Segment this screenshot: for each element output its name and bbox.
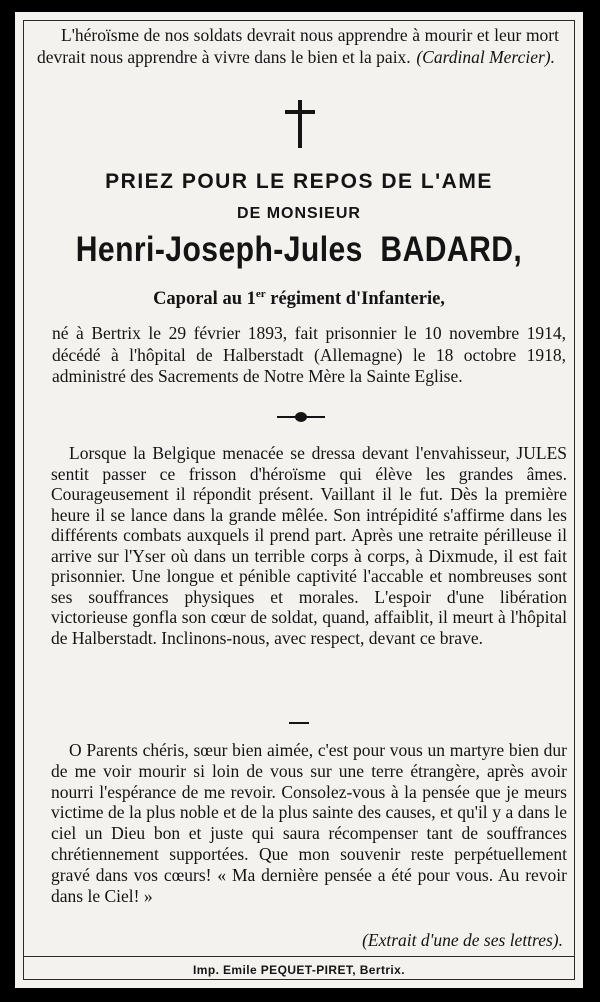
quote-attribution: (Cardinal Mercier). xyxy=(416,47,555,67)
letter-paragraph xyxy=(51,740,567,906)
biography: né à Bertrix le 29 février 1893, fait prisonnier le 10 novembre 1914, décédé à l'hôpital de Halberstadt (Allemagne) le 18 octobre 1918, administré des Sacrements de Notre Mère la Sainte Eglise. xyxy=(52,323,566,386)
tribute-text: Lorsque la Belgique menacée se dressa devant l'envahisseur, JULES sentit passer ce frisson d'héroïsme qui élève les grandes âmes. Courageusement il répondit présent. Vaillant il le fut. Dès la première heure il se lance dans la grande mêlée. Son intrépidité s'affirme dans les différents combats auxquels il prend part. Après une retraite périlleuse il arrive sur l'Yser où dans un terrible corps à corps, à Dixmude, il est fait prisonnier. Une longue et pénible captivité l'accable et nombreuses sont ses souffrances physiques et morales. L'espoir d'une libération victorieuse gonfla son cœur de soldat, quand, affaiblit, il meurt à l'hôpital de Halberstadt. Inclinons-nous, avec respect, devant ce brave. xyxy=(51,443,567,648)
epigraph-quote xyxy=(37,24,559,68)
latin-cross-icon xyxy=(285,100,315,148)
memorial-card xyxy=(15,12,583,988)
prayer-heading: PRIEZ POUR LE REPOS DE L'AME xyxy=(105,170,493,193)
letter-text: O Parents chéris, sœur bien aimée, c'est pour vous un martyre bien dur de me voir mourir si loin de vous sur une terre étrangère, après avoir nourri l'espérance de me revoir. Consolez-vous à la pensée que je meurs victime de la plus noble et de la plus sainte des causes, et qu'il y a dans le ciel un Dieu bon et juste qui saura récompenser tant de souffrances chrétiennement supportées. Que mon souvenir reste perpétuellement gravé dans vos cœurs! « Ma dernière pensée a été pour vous. Au revoir dans le Ciel! » xyxy=(51,740,567,906)
rank-after: régiment d'Infanterie, xyxy=(265,289,445,310)
quote-text: L'héroïsme de nos soldats devrait nous apprendre à mourir et leur mort devrait nous apprendre à vivre dans le bien et la paix. xyxy=(37,25,559,67)
rank-ordinal: 1 xyxy=(246,289,256,310)
excerpt-note: (Extrait d'une de ses lettres). xyxy=(362,930,563,950)
military-rank xyxy=(15,288,583,310)
deceased-name: Henri-Joseph-Jules BADARD, xyxy=(75,230,523,269)
dot-ornament-icon xyxy=(277,412,325,422)
printer-imprint: Imp. Emile PEQUET-PIRET, Bertrix. xyxy=(193,963,405,977)
rank-suffix: er xyxy=(255,288,266,300)
section-divider xyxy=(289,722,309,724)
footer-rule xyxy=(23,956,575,957)
tribute-paragraph xyxy=(51,443,567,648)
title-monsieur: DE MONSIEUR xyxy=(237,205,361,222)
rank-before: Caporal au xyxy=(153,289,247,310)
